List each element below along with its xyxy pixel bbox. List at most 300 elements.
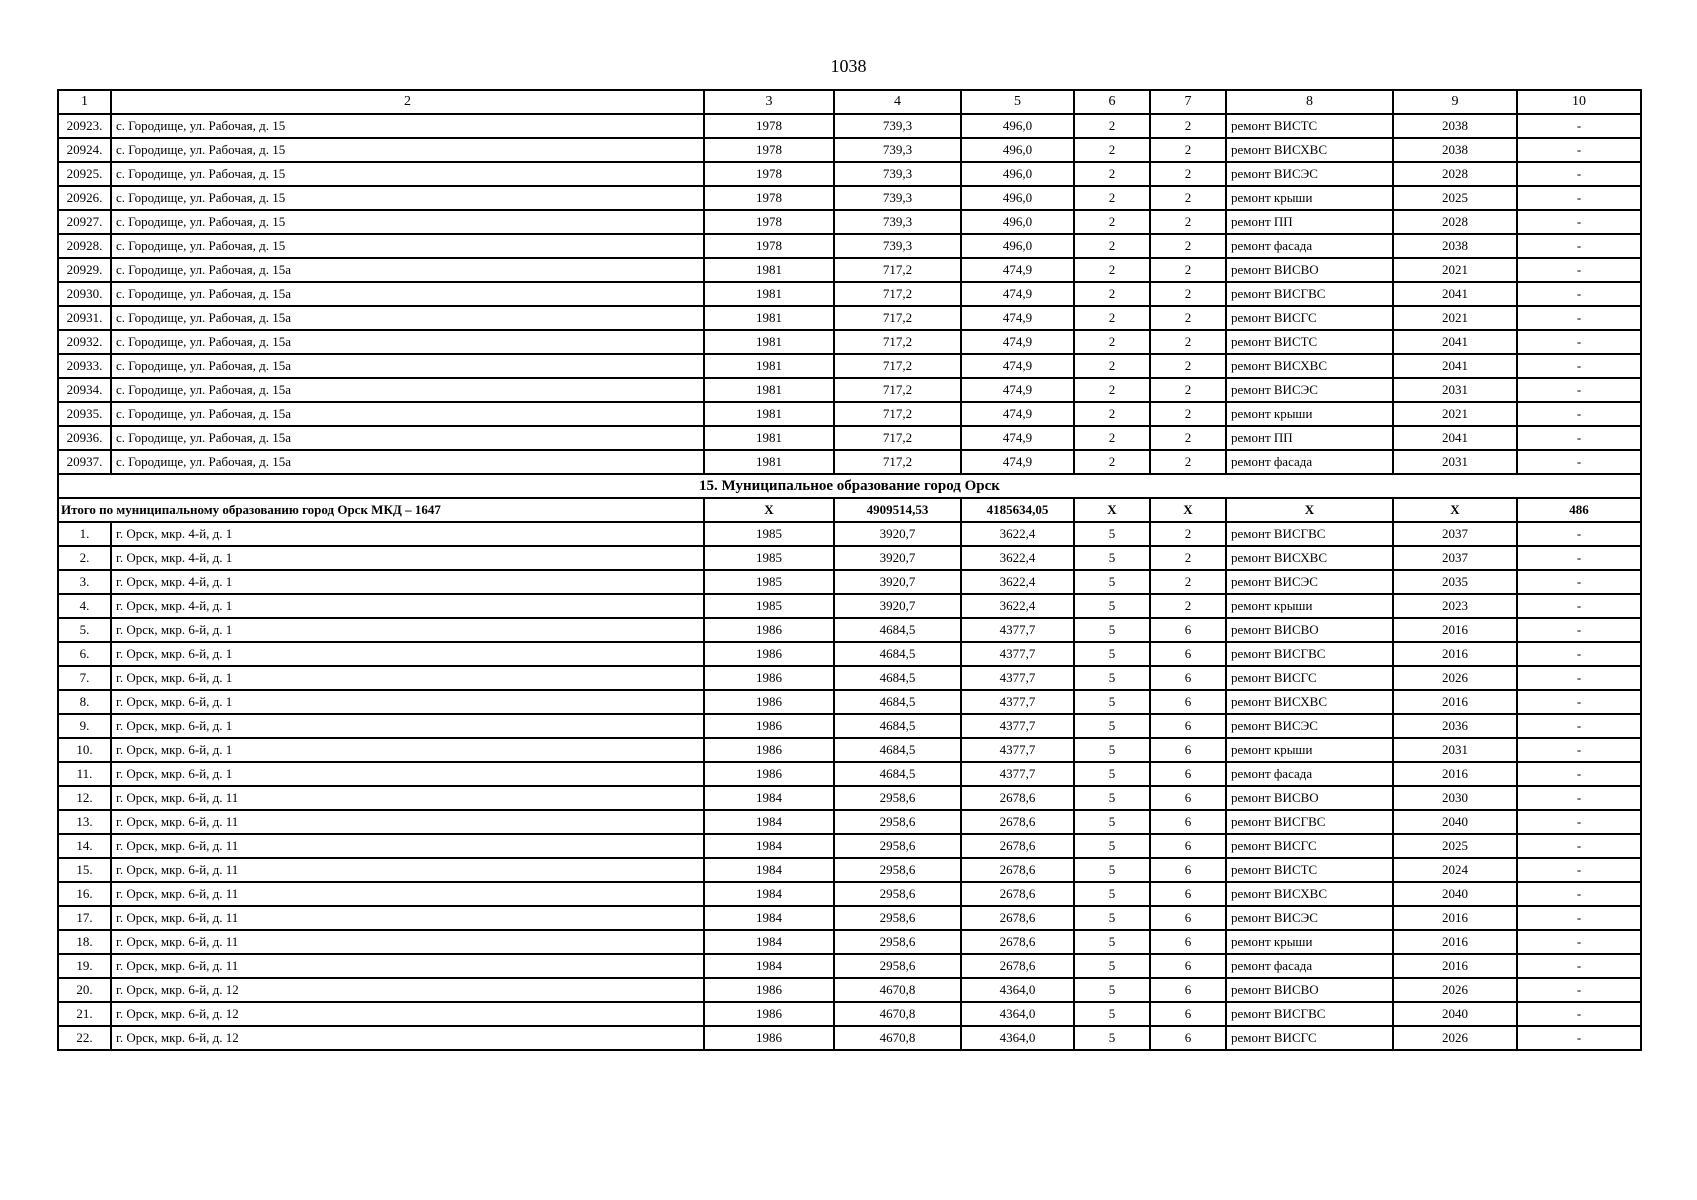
cell-floors: 5 [1074, 642, 1150, 666]
cell-total-area: 2958,6 [834, 834, 961, 858]
cell-year: 1978 [704, 210, 834, 234]
cell-floors: 5 [1074, 786, 1150, 810]
cell-living-area: 474,9 [961, 282, 1074, 306]
cell-work-type: ремонт ВИСЭС [1226, 378, 1393, 402]
cell-address: с. Городище, ул. Рабочая, д. 15 [111, 210, 704, 234]
cell-entrances: 6 [1150, 858, 1226, 882]
total-cell: X [1226, 498, 1393, 522]
cell-plan-year: 2021 [1393, 402, 1517, 426]
cell-address: г. Орск, мкр. 6-й, д. 1 [111, 642, 704, 666]
cell-entrances: 2 [1150, 450, 1226, 474]
cell-plan-year: 2041 [1393, 282, 1517, 306]
table-row [58, 114, 1641, 138]
cell-entrances: 2 [1150, 378, 1226, 402]
cell-year: 1984 [704, 810, 834, 834]
cell-living-area: 2678,6 [961, 858, 1074, 882]
total-cell: X [1393, 498, 1517, 522]
cell-total-area: 3920,7 [834, 546, 961, 570]
cell-entrances: 2 [1150, 234, 1226, 258]
cell-floors: 2 [1074, 114, 1150, 138]
cell-entrances: 6 [1150, 738, 1226, 762]
cell-plan-year: 2028 [1393, 210, 1517, 234]
cell-living-area: 2678,6 [961, 786, 1074, 810]
cell-living-area: 496,0 [961, 234, 1074, 258]
cell-row-number: 20928. [58, 234, 111, 258]
cell-total-area: 2958,6 [834, 882, 961, 906]
cell-entrances: 6 [1150, 810, 1226, 834]
cell-total-area: 717,2 [834, 330, 961, 354]
cell-row-number: 11. [58, 762, 111, 786]
cell-plan-year: 2030 [1393, 786, 1517, 810]
cell-total-area: 717,2 [834, 354, 961, 378]
cell-total-area: 4670,8 [834, 1026, 961, 1050]
cell-living-area: 474,9 [961, 354, 1074, 378]
cell-row-number: 2. [58, 546, 111, 570]
cell-year: 1981 [704, 258, 834, 282]
cell-year: 1981 [704, 378, 834, 402]
cell-total-area: 3920,7 [834, 522, 961, 546]
cell-total-area: 739,3 [834, 114, 961, 138]
cell-address: с. Городище, ул. Рабочая, д. 15 [111, 234, 704, 258]
cell-living-area: 496,0 [961, 186, 1074, 210]
cell-total-area: 4684,5 [834, 642, 961, 666]
cell-floors: 2 [1074, 282, 1150, 306]
table-row [58, 618, 1641, 642]
cell-address: г. Орск, мкр. 6-й, д. 1 [111, 738, 704, 762]
cell-value: - [1517, 834, 1641, 858]
cell-plan-year: 2016 [1393, 618, 1517, 642]
cell-entrances: 6 [1150, 906, 1226, 930]
cell-plan-year: 2041 [1393, 330, 1517, 354]
cell-total-area: 2958,6 [834, 810, 961, 834]
page-number: 1038 [830, 56, 867, 76]
cell-work-type: ремонт ВИСХВС [1226, 546, 1393, 570]
cell-year: 1981 [704, 450, 834, 474]
cell-row-number: 10. [58, 738, 111, 762]
cell-row-number: 18. [58, 930, 111, 954]
cell-living-area: 474,9 [961, 258, 1074, 282]
cell-address: г. Орск, мкр. 4-й, д. 1 [111, 546, 704, 570]
cell-year: 1985 [704, 594, 834, 618]
cell-plan-year: 2038 [1393, 114, 1517, 138]
cell-plan-year: 2040 [1393, 810, 1517, 834]
cell-row-number: 13. [58, 810, 111, 834]
cell-year: 1986 [704, 1002, 834, 1026]
table-row [58, 1026, 1641, 1050]
cell-work-type: ремонт ПП [1226, 426, 1393, 450]
cell-floors: 5 [1074, 522, 1150, 546]
cell-work-type: ремонт ВИСХВС [1226, 138, 1393, 162]
cell-value: - [1517, 354, 1641, 378]
cell-entrances: 2 [1150, 162, 1226, 186]
cell-row-number: 4. [58, 594, 111, 618]
cell-year: 1981 [704, 354, 834, 378]
cell-work-type: ремонт ВИСЭС [1226, 906, 1393, 930]
cell-work-type: ремонт ВИСЭС [1226, 162, 1393, 186]
cell-floors: 5 [1074, 690, 1150, 714]
cell-work-type: ремонт ВИСЭС [1226, 714, 1393, 738]
cell-year: 1984 [704, 906, 834, 930]
cell-row-number: 20937. [58, 450, 111, 474]
table-row [58, 882, 1641, 906]
cell-total-area: 2958,6 [834, 858, 961, 882]
section-row [58, 474, 1641, 498]
section-title: 15. Муниципальное образование город Орск [58, 474, 1641, 498]
cell-address: с. Городище, ул. Рабочая, д. 15а [111, 378, 704, 402]
cell-work-type: ремонт фасада [1226, 450, 1393, 474]
table-row [58, 978, 1641, 1002]
cell-row-number: 20930. [58, 282, 111, 306]
cell-total-area: 717,2 [834, 258, 961, 282]
cell-row-number: 20932. [58, 330, 111, 354]
cell-living-area: 474,9 [961, 378, 1074, 402]
column-header: 7 [1150, 90, 1226, 114]
cell-entrances: 6 [1150, 978, 1226, 1002]
cell-address: г. Орск, мкр. 6-й, д. 11 [111, 858, 704, 882]
table-row [58, 810, 1641, 834]
cell-address: с. Городище, ул. Рабочая, д. 15 [111, 186, 704, 210]
cell-row-number: 1. [58, 522, 111, 546]
table-row [58, 858, 1641, 882]
cell-total-area: 4684,5 [834, 762, 961, 786]
column-header: 10 [1517, 90, 1641, 114]
cell-living-area: 496,0 [961, 210, 1074, 234]
cell-year: 1985 [704, 546, 834, 570]
cell-work-type: ремонт ВИСГВС [1226, 522, 1393, 546]
cell-value: - [1517, 642, 1641, 666]
cell-year: 1986 [704, 690, 834, 714]
cell-floors: 5 [1074, 666, 1150, 690]
cell-year: 1986 [704, 618, 834, 642]
cell-living-area: 2678,6 [961, 954, 1074, 978]
cell-value: - [1517, 426, 1641, 450]
cell-address: г. Орск, мкр. 4-й, д. 1 [111, 522, 704, 546]
cell-value: - [1517, 594, 1641, 618]
table-row [58, 354, 1641, 378]
cell-value: - [1517, 306, 1641, 330]
cell-total-area: 739,3 [834, 210, 961, 234]
cell-total-area: 717,2 [834, 306, 961, 330]
cell-living-area: 4364,0 [961, 1002, 1074, 1026]
cell-floors: 5 [1074, 738, 1150, 762]
cell-value: - [1517, 114, 1641, 138]
cell-total-area: 2958,6 [834, 786, 961, 810]
cell-entrances: 2 [1150, 282, 1226, 306]
cell-year: 1984 [704, 786, 834, 810]
cell-plan-year: 2041 [1393, 426, 1517, 450]
cell-row-number: 20934. [58, 378, 111, 402]
cell-row-number: 20929. [58, 258, 111, 282]
cell-address: г. Орск, мкр. 6-й, д. 1 [111, 690, 704, 714]
cell-floors: 2 [1074, 306, 1150, 330]
cell-floors: 5 [1074, 834, 1150, 858]
cell-floors: 2 [1074, 210, 1150, 234]
cell-entrances: 6 [1150, 618, 1226, 642]
cell-row-number: 20923. [58, 114, 111, 138]
cell-floors: 2 [1074, 234, 1150, 258]
cell-floors: 5 [1074, 978, 1150, 1002]
cell-entrances: 2 [1150, 258, 1226, 282]
column-header: 9 [1393, 90, 1517, 114]
cell-value: - [1517, 570, 1641, 594]
cell-plan-year: 2016 [1393, 762, 1517, 786]
cell-floors: 5 [1074, 1026, 1150, 1050]
cell-value: - [1517, 810, 1641, 834]
cell-entrances: 6 [1150, 954, 1226, 978]
cell-total-area: 4670,8 [834, 978, 961, 1002]
cell-row-number: 20935. [58, 402, 111, 426]
cell-year: 1981 [704, 306, 834, 330]
cell-living-area: 2678,6 [961, 810, 1074, 834]
cell-work-type: ремонт фасада [1226, 234, 1393, 258]
cell-entrances: 6 [1150, 930, 1226, 954]
cell-floors: 2 [1074, 354, 1150, 378]
cell-address: с. Городище, ул. Рабочая, д. 15а [111, 258, 704, 282]
cell-work-type: ремонт ВИСГВС [1226, 1002, 1393, 1026]
cell-work-type: ремонт ВИСВО [1226, 978, 1393, 1002]
cell-value: - [1517, 546, 1641, 570]
cell-plan-year: 2026 [1393, 666, 1517, 690]
cell-entrances: 6 [1150, 882, 1226, 906]
cell-value: - [1517, 258, 1641, 282]
cell-plan-year: 2035 [1393, 570, 1517, 594]
cell-floors: 2 [1074, 162, 1150, 186]
cell-row-number: 7. [58, 666, 111, 690]
cell-total-area: 717,2 [834, 426, 961, 450]
table-row [58, 762, 1641, 786]
cell-value: - [1517, 402, 1641, 426]
cell-work-type: ремонт ВИСГС [1226, 666, 1393, 690]
cell-living-area: 4377,7 [961, 738, 1074, 762]
cell-year: 1978 [704, 186, 834, 210]
cell-total-area: 739,3 [834, 138, 961, 162]
cell-year: 1984 [704, 858, 834, 882]
table-row [58, 714, 1641, 738]
cell-work-type: ремонт ВИСТС [1226, 858, 1393, 882]
cell-address: г. Орск, мкр. 6-й, д. 12 [111, 978, 704, 1002]
cell-total-area: 717,2 [834, 450, 961, 474]
cell-address: г. Орск, мкр. 6-й, д. 12 [111, 1026, 704, 1050]
cell-work-type: ремонт ВИСГС [1226, 1026, 1393, 1050]
cell-living-area: 496,0 [961, 162, 1074, 186]
table-row [58, 666, 1641, 690]
cell-work-type: ремонт ВИСВО [1226, 786, 1393, 810]
cell-entrances: 2 [1150, 306, 1226, 330]
cell-value: - [1517, 786, 1641, 810]
cell-plan-year: 2037 [1393, 522, 1517, 546]
table-row [58, 570, 1641, 594]
table-row [58, 930, 1641, 954]
cell-address: г. Орск, мкр. 6-й, д. 11 [111, 810, 704, 834]
column-header: 4 [834, 90, 961, 114]
cell-row-number: 20936. [58, 426, 111, 450]
cell-value: - [1517, 1026, 1641, 1050]
cell-entrances: 2 [1150, 330, 1226, 354]
cell-year: 1986 [704, 642, 834, 666]
cell-value: - [1517, 330, 1641, 354]
cell-plan-year: 2016 [1393, 690, 1517, 714]
cell-work-type: ремонт ВИСХВС [1226, 354, 1393, 378]
cell-floors: 2 [1074, 138, 1150, 162]
cell-plan-year: 2040 [1393, 882, 1517, 906]
cell-year: 1986 [704, 762, 834, 786]
cell-floors: 5 [1074, 594, 1150, 618]
cell-plan-year: 2021 [1393, 306, 1517, 330]
cell-year: 1984 [704, 930, 834, 954]
cell-value: - [1517, 690, 1641, 714]
cell-plan-year: 2025 [1393, 834, 1517, 858]
table-row [58, 306, 1641, 330]
cell-year: 1986 [704, 714, 834, 738]
cell-floors: 5 [1074, 714, 1150, 738]
table-row [58, 378, 1641, 402]
total-cell: 4909514,53 [834, 498, 961, 522]
cell-floors: 5 [1074, 930, 1150, 954]
total-cell: 486 [1517, 498, 1641, 522]
cell-address: г. Орск, мкр. 6-й, д. 1 [111, 618, 704, 642]
cell-work-type: ремонт ВИСГС [1226, 306, 1393, 330]
cell-total-area: 739,3 [834, 234, 961, 258]
cell-work-type: ремонт ВИСЭС [1226, 570, 1393, 594]
table-row [58, 402, 1641, 426]
cell-entrances: 2 [1150, 210, 1226, 234]
cell-living-area: 2678,6 [961, 906, 1074, 930]
cell-floors: 2 [1074, 330, 1150, 354]
table-row [58, 186, 1641, 210]
cell-address: г. Орск, мкр. 6-й, д. 1 [111, 714, 704, 738]
cell-floors: 2 [1074, 378, 1150, 402]
cell-row-number: 20927. [58, 210, 111, 234]
cell-row-number: 20926. [58, 186, 111, 210]
total-cell: 4185634,05 [961, 498, 1074, 522]
cell-row-number: 20924. [58, 138, 111, 162]
cell-plan-year: 2031 [1393, 450, 1517, 474]
cell-living-area: 496,0 [961, 114, 1074, 138]
cell-value: - [1517, 738, 1641, 762]
cell-address: с. Городище, ул. Рабочая, д. 15 [111, 162, 704, 186]
cell-value: - [1517, 210, 1641, 234]
cell-plan-year: 2037 [1393, 546, 1517, 570]
table-row [58, 738, 1641, 762]
cell-value: - [1517, 138, 1641, 162]
cell-year: 1978 [704, 138, 834, 162]
column-header: 2 [111, 90, 704, 114]
cell-address: г. Орск, мкр. 4-й, д. 1 [111, 570, 704, 594]
cell-row-number: 19. [58, 954, 111, 978]
cell-plan-year: 2016 [1393, 642, 1517, 666]
cell-living-area: 3622,4 [961, 522, 1074, 546]
cell-plan-year: 2038 [1393, 234, 1517, 258]
column-header: 3 [704, 90, 834, 114]
cell-year: 1986 [704, 978, 834, 1002]
column-header: 1 [58, 90, 111, 114]
cell-plan-year: 2026 [1393, 978, 1517, 1002]
cell-entrances: 6 [1150, 666, 1226, 690]
cell-floors: 5 [1074, 1002, 1150, 1026]
table-row [58, 954, 1641, 978]
cell-value: - [1517, 1002, 1641, 1026]
cell-value: - [1517, 522, 1641, 546]
cell-row-number: 20933. [58, 354, 111, 378]
cell-year: 1981 [704, 282, 834, 306]
cell-work-type: ремонт ВИСГВС [1226, 810, 1393, 834]
cell-floors: 5 [1074, 762, 1150, 786]
cell-value: - [1517, 930, 1641, 954]
cell-work-type: ремонт крыши [1226, 186, 1393, 210]
table-row [58, 162, 1641, 186]
cell-row-number: 20931. [58, 306, 111, 330]
cell-year: 1985 [704, 522, 834, 546]
cell-living-area: 474,9 [961, 330, 1074, 354]
cell-total-area: 3920,7 [834, 594, 961, 618]
cell-address: с. Городище, ул. Рабочая, д. 15 [111, 138, 704, 162]
cell-total-area: 2958,6 [834, 906, 961, 930]
cell-year: 1986 [704, 1026, 834, 1050]
cell-address: г. Орск, мкр. 4-й, д. 1 [111, 594, 704, 618]
cell-total-area: 739,3 [834, 162, 961, 186]
cell-address: с. Городище, ул. Рабочая, д. 15а [111, 306, 704, 330]
cell-entrances: 2 [1150, 354, 1226, 378]
cell-value: - [1517, 234, 1641, 258]
cell-plan-year: 2031 [1393, 738, 1517, 762]
cell-floors: 2 [1074, 450, 1150, 474]
cell-living-area: 474,9 [961, 402, 1074, 426]
cell-work-type: ремонт ВИСГС [1226, 834, 1393, 858]
cell-value: - [1517, 954, 1641, 978]
cell-entrances: 6 [1150, 1002, 1226, 1026]
total-label: Итого по муниципальному образованию город Орск МКД – 1647 [58, 498, 704, 522]
cell-year: 1981 [704, 402, 834, 426]
cell-year: 1981 [704, 426, 834, 450]
table-row [58, 642, 1641, 666]
table-row [58, 522, 1641, 546]
table-row [58, 546, 1641, 570]
cell-address: г. Орск, мкр. 6-й, д. 11 [111, 786, 704, 810]
cell-address: г. Орск, мкр. 6-й, д. 11 [111, 930, 704, 954]
cell-value: - [1517, 906, 1641, 930]
cell-work-type: ремонт ВИСВО [1226, 618, 1393, 642]
table-row [58, 450, 1641, 474]
cell-year: 1978 [704, 162, 834, 186]
cell-work-type: ремонт ВИСГВС [1226, 282, 1393, 306]
cell-plan-year: 2041 [1393, 354, 1517, 378]
cell-living-area: 3622,4 [961, 594, 1074, 618]
cell-floors: 5 [1074, 882, 1150, 906]
column-header: 6 [1074, 90, 1150, 114]
cell-plan-year: 2036 [1393, 714, 1517, 738]
cell-year: 1981 [704, 330, 834, 354]
table-row [58, 690, 1641, 714]
cell-total-area: 717,2 [834, 282, 961, 306]
cell-living-area: 474,9 [961, 306, 1074, 330]
cell-total-area: 3920,7 [834, 570, 961, 594]
cell-work-type: ремонт ПП [1226, 210, 1393, 234]
cell-plan-year: 2024 [1393, 858, 1517, 882]
cell-entrances: 6 [1150, 786, 1226, 810]
cell-row-number: 8. [58, 690, 111, 714]
table-row [58, 1002, 1641, 1026]
cell-total-area: 2958,6 [834, 930, 961, 954]
cell-living-area: 2678,6 [961, 930, 1074, 954]
cell-work-type: ремонт ВИСГВС [1226, 642, 1393, 666]
cell-row-number: 3. [58, 570, 111, 594]
cell-plan-year: 2040 [1393, 1002, 1517, 1026]
cell-total-area: 4670,8 [834, 1002, 961, 1026]
table-row [58, 258, 1641, 282]
cell-work-type: ремонт крыши [1226, 738, 1393, 762]
cell-total-area: 2958,6 [834, 954, 961, 978]
cell-living-area: 4377,7 [961, 714, 1074, 738]
